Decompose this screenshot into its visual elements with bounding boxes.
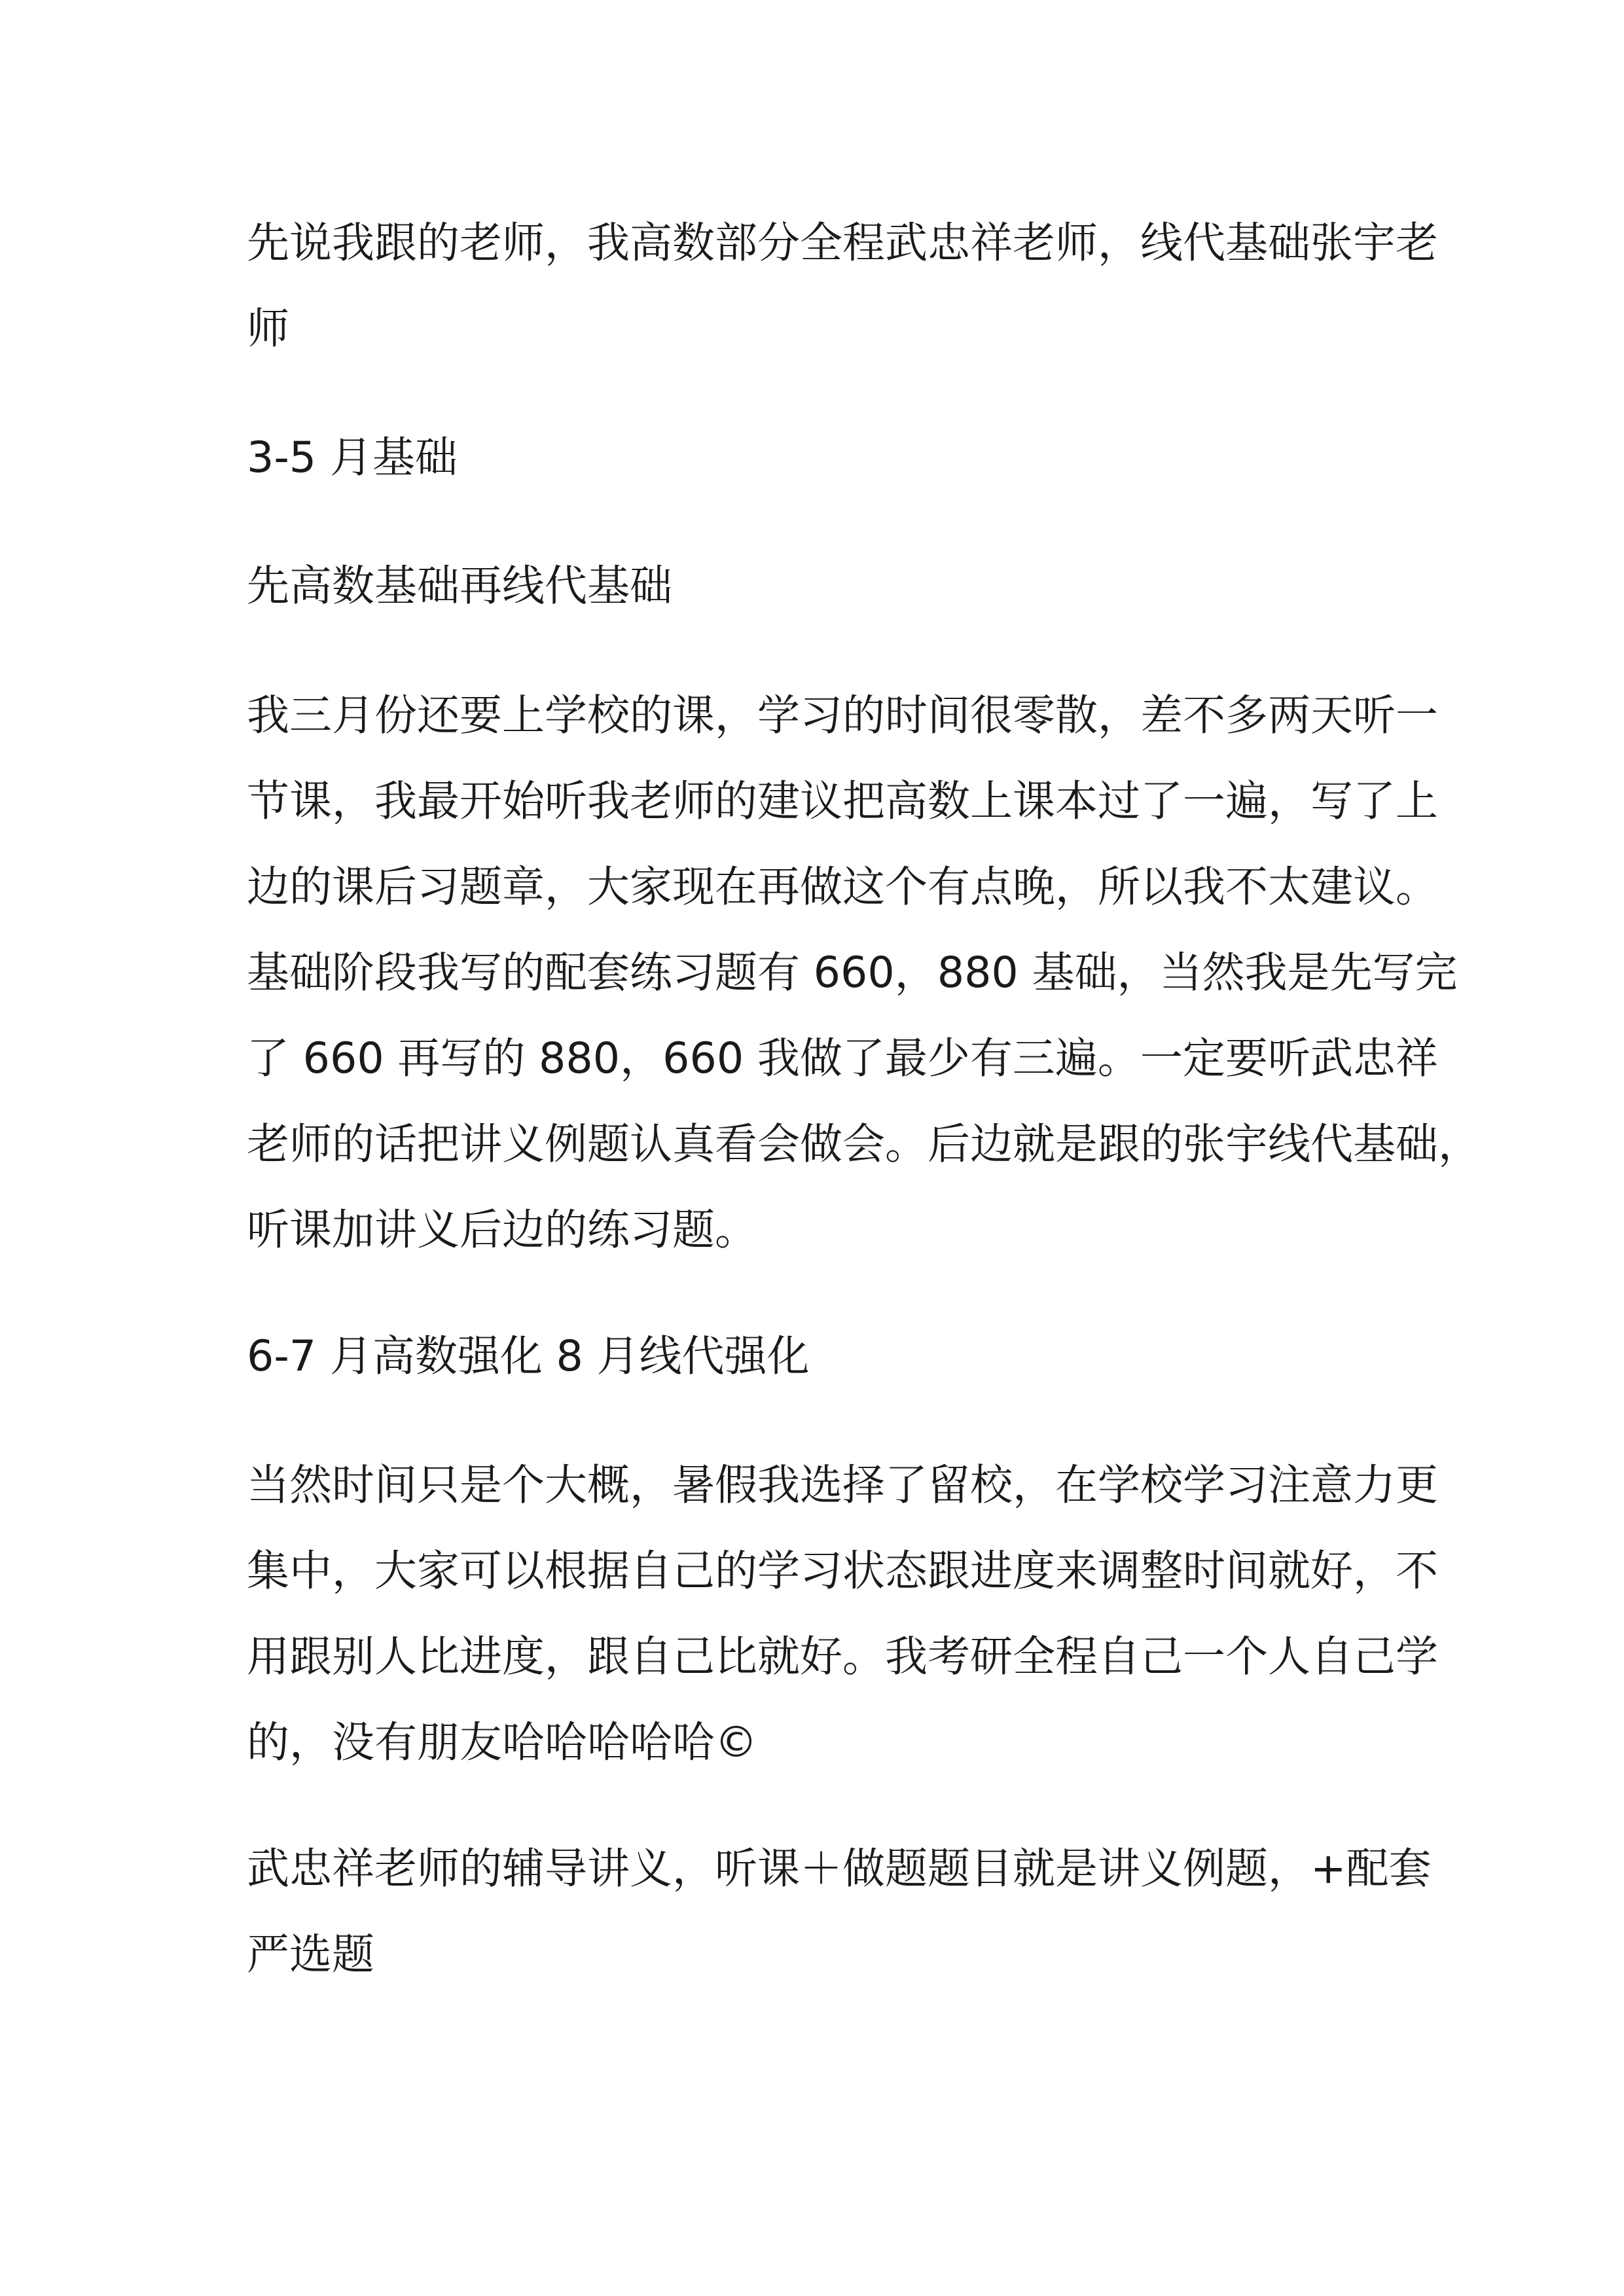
text-line: 当然时间只是个大概，暑假我选择了留校，在学校学习注意力更 — [247, 1461, 1439, 1510]
text-line: 集中，大家可以根据自己的学习状态跟进度来调整时间就好，不 — [247, 1547, 1439, 1596]
text-line: 边的课后习题章，大家现在再做这个有点晚，所以我不太建议。 — [247, 863, 1439, 912]
paragraph-handouts — [247, 1826, 1432, 1998]
text-line: 先高数基础再线代基础 — [247, 562, 673, 611]
text-line: 了 660 再写的 880，660 我做了最少有三遍。一定要听武忠祥 — [247, 1034, 1438, 1083]
text-line: 基础阶段我写的配套练习题有 660，880 基础，当然我是先写完 — [247, 948, 1458, 997]
text-line: 师 — [247, 304, 290, 353]
text-line: 的，没有朋友哈哈哈哈哈© — [247, 1718, 758, 1767]
text-line: 严选题 — [247, 1930, 375, 1979]
section-heading-june-august — [247, 1314, 1399, 1399]
paragraph-teachers — [247, 200, 1439, 372]
text-line: 用跟别人比进度，跟自己比就好。我考研全程自己一个人自己学 — [247, 1632, 1439, 1681]
text-line: 节课，我最开始听我老师的建议把高数上课本过了一遍，写了上 — [247, 777, 1439, 826]
text-line: 6-7 月高数强化 8 月线代强化 — [247, 1332, 810, 1381]
paragraph-summer-study — [247, 1443, 1439, 1785]
text-line: 先说我跟的老师，我高数部分全程武忠祥老师，线代基础张宇老 — [247, 219, 1439, 268]
text-line: 听课加讲义后边的练习题。 — [247, 1206, 758, 1255]
paragraph-basics-order — [247, 543, 1399, 629]
text-line: 老师的话把讲义例题认真看会做会。后边就是跟的张宇线代基础， — [247, 1120, 1481, 1169]
text-line: 3-5 月基础 — [247, 433, 458, 482]
text-line: 武忠祥老师的辅导讲义，听课＋做题题目就是讲义例题，+配套 — [247, 1844, 1432, 1893]
text-line: 我三月份还要上学校的课，学习的时间很零散，差不多两天听一 — [247, 691, 1439, 740]
paragraph-march-study — [247, 673, 1481, 1273]
section-heading-march-may — [247, 415, 1399, 501]
